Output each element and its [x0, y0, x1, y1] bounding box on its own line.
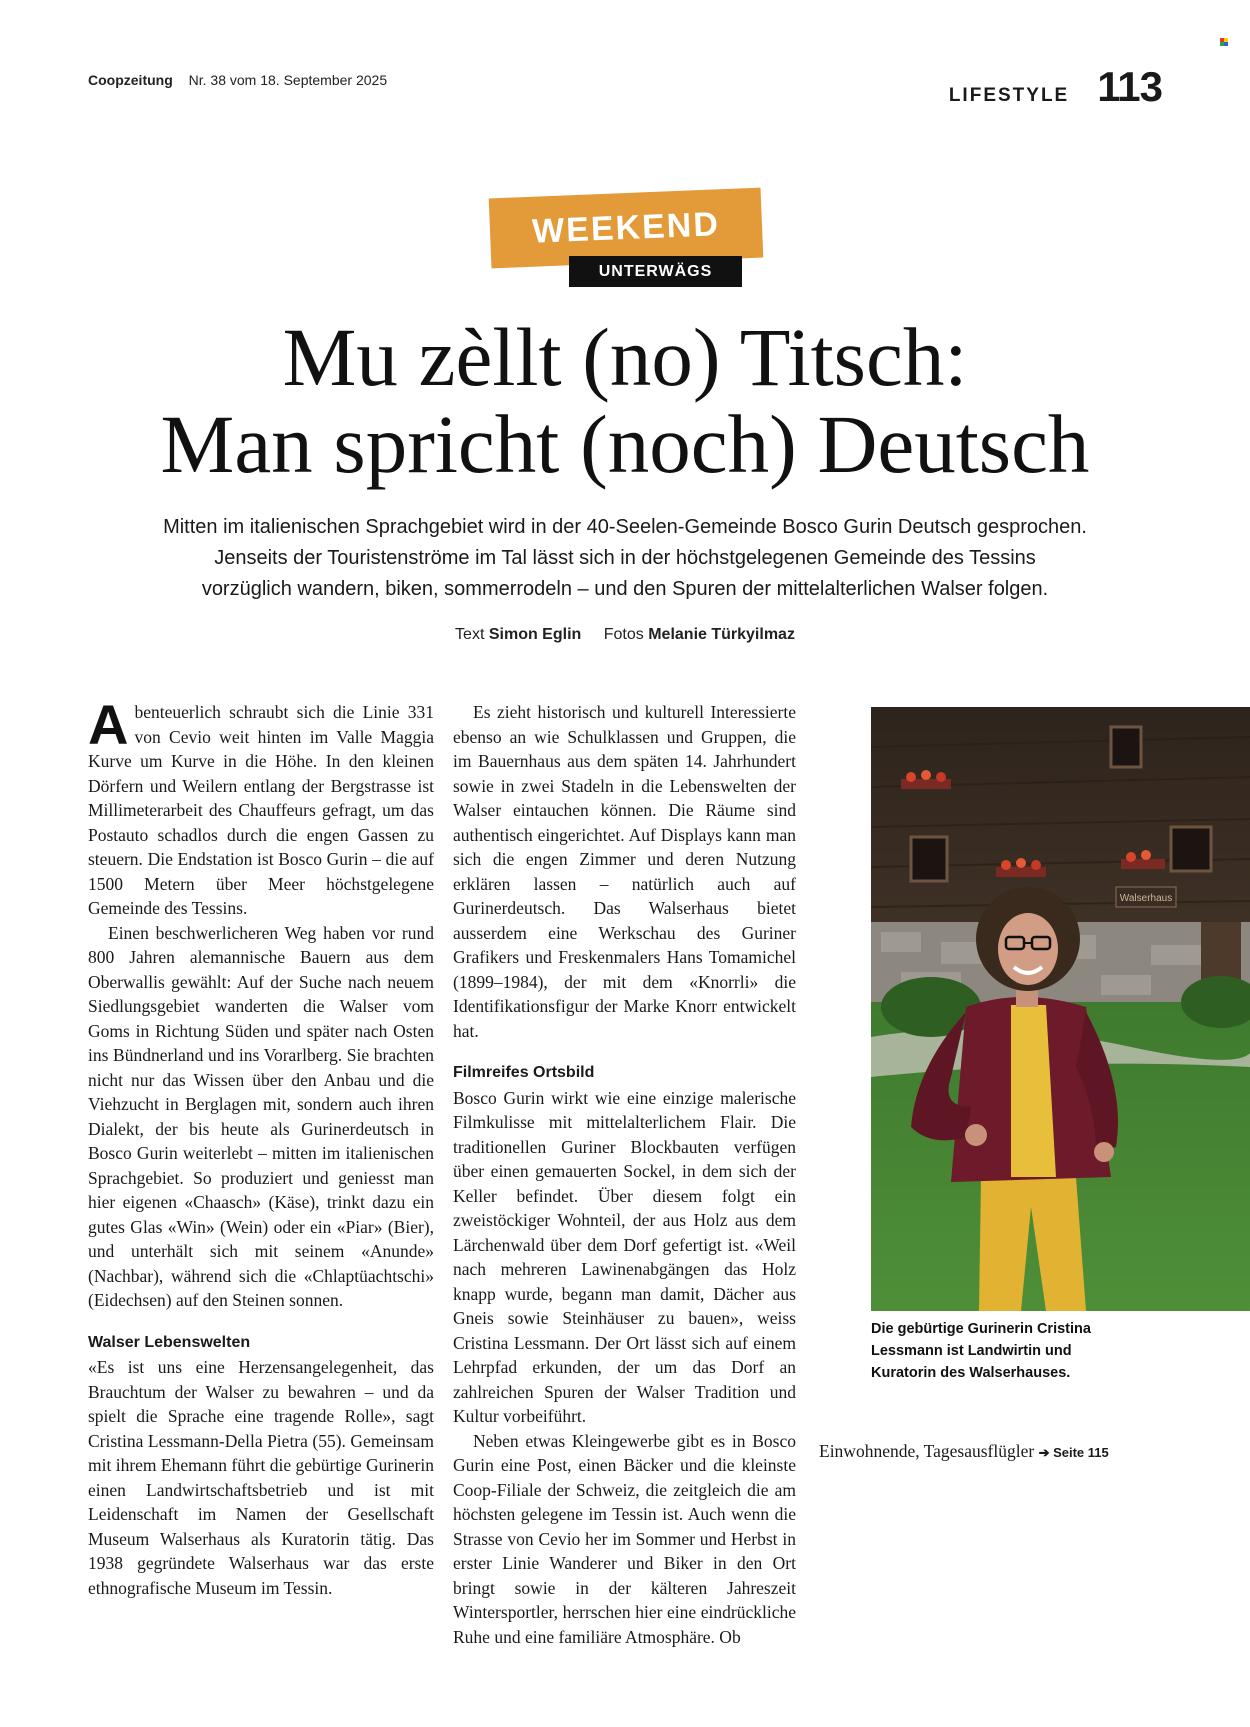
lead-paragraph: Mitten im italienischen Sprachgebiet wird in der 40-Seelen-Gemeinde Bosco Gurin Deutsch gesprochen. Jenseits der Touristenströme im Tal lässt sich in der höchstgelegenen Gemeinde des Tessins vorzüglich wandern, biken, sommerrodeln – und den Spuren der mittelalterlichen Walser folgen. [163, 516, 1087, 600]
article-column-2 [453, 700, 796, 1649]
paragraph-3: «Es ist uns eine Herzensangelegenheit, das Brauchtum der Walser zu bewahren – und da spielt die Sprache eine tragende Rolle», sagt Cristina Lessmann-Della Pietra (55). Gemeinsam mit ihrem Ehemann führt die gebürtige Gurinerin einen Landwirtschaftsbetrieb und ist mit Leidenschaft im Namen der Gesellschaft Museum Walserhaus als Kuratorin tätig. Das 1938 gegründete Walserhaus war das erste ethnografische Museum im Tessin. [88, 1357, 435, 1598]
paragraph-6-continued: Einwohnende, Tagesausflügler ➔ Seite 115 [819, 1441, 1109, 1461]
museum-sign: Walserhaus [1119, 893, 1173, 904]
section-label: LIFESTYLE [948, 85, 1070, 106]
photographer-name: Melanie Türkyilmaz [648, 626, 795, 643]
headline-line-2: Man spricht (noch) Deutsch [160, 398, 1090, 490]
article-column-1 [88, 693, 435, 1600]
paragraph-5: Bosco Gurin wirkt wie eine einzige malerische Filmkulisse mit mittelalterlichem Flair. Die traditionellen Guriner Blockbauten verfügen über einen gemauerten Sockel, in dem sich der Keller befindet. Über diesem folgt ein zweistöckiger Wohnteil, der aus Holz aus dem Lärchenwald über dem Dorf gefertigt ist. «Weil nach mehreren Lawinenabgängen das Holz knapp wurde, begann man damit, Dächer aus Gneis sowie Steinhäuser zu bauen», weiss Cristina Lessmann. Der Ort lässt sich auf einem Lehrpfad erkunden, der um das Dorf an zahlreichen Spuren der Walser Tradition und Kultur vorbeiführt. [453, 1087, 796, 1426]
publication-name: Coopzeitung [88, 72, 173, 88]
headline-line-1: Mu zèllt (no) Titsch: [282, 311, 968, 403]
paragraph-2: Einen beschwerlicheren Weg haben vor rund 800 Jahren alemannische Bauern aus dem Oberwallis gewählt: Auf der Suche nach neuem Siedlungsgebiet wanderten die Walser vom Goms in Richtung Süden und später nach Osten ins Bündnerland und ins Vorarlberg. Sie brachten nicht nur das Wissen über den Anbau und die Viehzucht in Berglagen mit, sondern auch ihren Dialekt, der bis heute als Gurinerdeutsch in Bosco Gurin weiterlebt – mitten im italienischen Sprachgebiet. So produziert und geniesst man hier eigenen «Chaasch» (Käse), trinkt dazu ein gutes Glas «Win» (Wein) oder ein «Piar» (Bier), und unterhält sich mit seinem «Anunde» (Nachbar), während sich die «Chlaptüachtschi» (Eidechsen) auf den Steinen sonnen. [88, 922, 434, 1310]
subheading-filmreifes-ortsbild: Filmreifes Ortsbild [453, 1064, 595, 1081]
article-photo [871, 707, 1250, 1311]
page-header-left [88, 72, 387, 88]
photo-caption: Die gebürtige Gurinerin Cristina Lessmann ist Landwirtin und Kuratorin des Walserhauses. [871, 1321, 1091, 1381]
badge-weekend: WEEKEND [489, 188, 764, 269]
page-header-right [948, 63, 1162, 110]
registration-mark-icon [1220, 33, 1228, 41]
badge-unterwaegs: UNTERWÄGS [569, 256, 742, 287]
article-column-3 [819, 1439, 1162, 1466]
paragraph-6: Neben etwas Kleingewerbe gibt es in Bosco Gurin eine Post, einen Bäcker und die kleinste Coop-Filiale der Schweiz, die zeitgleich die am höchsten gelegene im Tessin ist. Auch wenn die Strasse von Cevio her im Sommer und Herbst in erster Linie Wanderer und Biker in den Ort bringt sowie in der kälteren Jahreszeit Wintersportler, herrschen hier eine eindrückliche Ruhe und eine familiäre Atmosphäre. Ob [453, 1430, 796, 1647]
paragraph-4: Es zieht historisch und kulturell Interessierte ebenso an wie Schulklassen und Gruppen, die im Bauernhaus aus dem späten 14. Jahrhundert sowie in zwei Stadeln in die Lebenswelten der Walser eintauchen können. Die Räume sind authentisch eingerichtet. Auf Displays kann man sich die engen Zimmer und deren Nutzung erklären lassen – natürlich auch auf Gurinerdeutsch. Das Walserhaus bietet ausserdem eine Werkschau des Guriner Grafikers und Freskenmalers Hans Tomamichel (1899–1984), der mit dem «Knorrli» die Identifikationsfigur der Marke Knorr entwickelt hat. [453, 702, 796, 1041]
author-name: Simon Eglin [488, 626, 582, 643]
subheading-walser-lebenswelten: Walser Lebenswelten [88, 1333, 251, 1351]
rubric-badge [490, 193, 762, 280]
paragraph-1: benteuerlich schraubt sich die Linie 331 von Cevio weit hinten im Valle Maggia Kurve um Kurve in die Höhe. In den kleinen Dörfern und Weilern entlang der Bergstrasse ist Millimeterarbeit des Chauffeurs gefragt, um das Postauto schadlos durch die engen Gassen zu steuern. Die Endstation ist Bosco Gurin – die auf 1500 Metern über Meer höchstgelegene Gemeinde des Tessins. [88, 702, 434, 918]
continued-on-page: ➔ Seite 115 [1038, 1445, 1109, 1460]
issue-info: Nr. 38 vom 18. September 2025 [188, 72, 388, 88]
drop-cap: A [88, 693, 129, 756]
headline [0, 311, 1250, 490]
byline: Text Simon Eglin Fotos Melanie Türkyilmaz [455, 626, 795, 643]
page-number: 113 [1097, 63, 1162, 110]
